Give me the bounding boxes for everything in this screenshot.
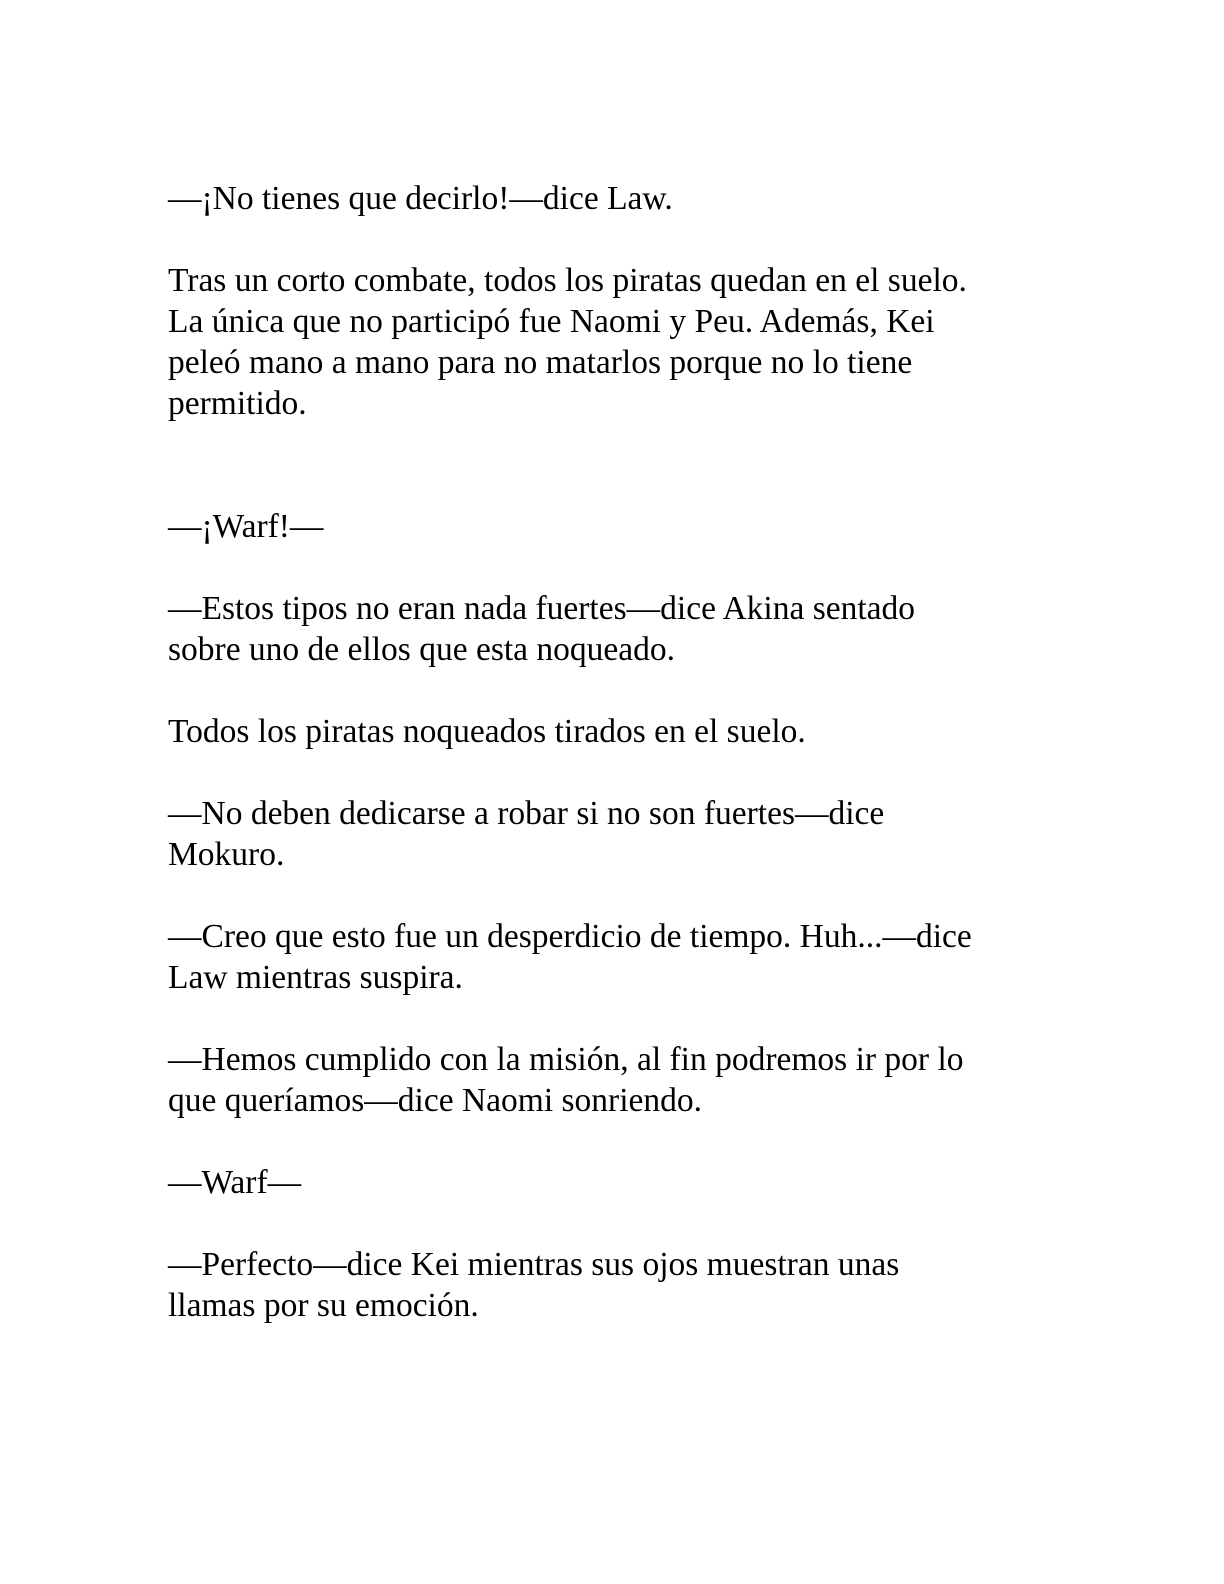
paragraph — [168, 916, 1048, 998]
text-line: Mokuro. — [168, 836, 285, 873]
text-line: que queríamos—dice Naomi sonriendo. — [168, 1082, 703, 1119]
paragraph — [168, 793, 1048, 875]
paragraph — [168, 588, 1048, 670]
text-line: La única que no participó fue Naomi y Peu. Además, Kei — [168, 303, 935, 340]
text-line: —Estos tipos no eran nada fuertes—dice Akina sentado — [168, 590, 916, 627]
paragraph — [168, 1039, 1048, 1121]
text-line: —Hemos cumplido con la misión, al fin podremos ir por lo — [168, 1041, 964, 1078]
text-line: Tras un corto combate, todos los piratas quedan en el suelo. — [168, 262, 967, 299]
text-line: —¡Warf!— — [168, 508, 324, 545]
paragraph — [168, 260, 1048, 424]
text-line: Law mientras suspira. — [168, 959, 463, 996]
text-line: llamas por su emoción. — [168, 1287, 479, 1324]
paragraph — [168, 1244, 1048, 1326]
paragraph — [168, 506, 1048, 547]
text-line: —No deben dedicarse a robar si no son fuertes—dice — [168, 795, 885, 832]
paragraph — [168, 711, 1048, 752]
document-body — [168, 178, 1048, 1367]
blank-gap — [168, 465, 1048, 506]
text-line: sobre uno de ellos que esta noqueado. — [168, 631, 676, 668]
text-line: permitido. — [168, 385, 307, 422]
paragraph — [168, 178, 1048, 219]
text-line: —Perfecto—dice Kei mientras sus ojos muestran unas — [168, 1246, 900, 1283]
paragraph — [168, 1162, 1048, 1203]
text-line: Todos los piratas noqueados tirados en el suelo. — [168, 713, 806, 750]
text-line: —¡No tienes que decirlo!—dice Law. — [168, 180, 673, 217]
text-line: peleó mano a mano para no matarlos porque no lo tiene — [168, 344, 913, 381]
text-line: —Warf— — [168, 1164, 302, 1201]
text-line: —Creo que esto fue un desperdicio de tiempo. Huh...—dice — [168, 918, 972, 955]
